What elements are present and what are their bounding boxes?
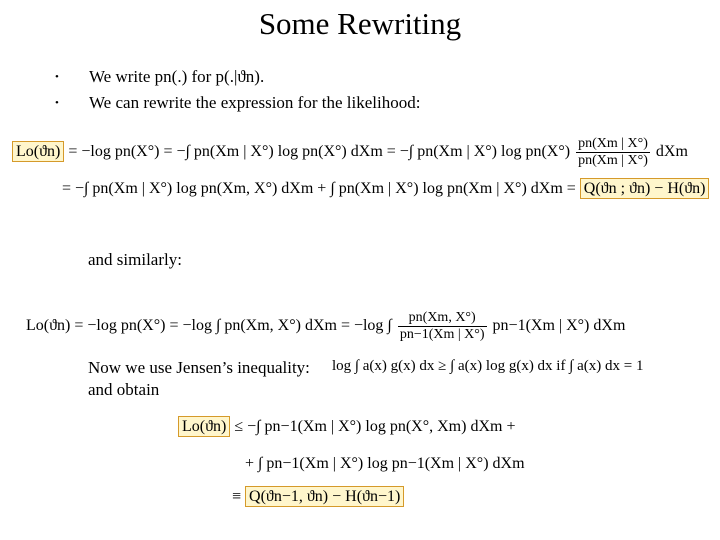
fraction-denominator: pn(Xm | X°) <box>578 153 648 168</box>
likelihood-equation-line2 <box>62 180 709 198</box>
likelihood-fraction <box>576 136 650 169</box>
likelihood-rhs-2: = −∫ pn(Xm | X°) log pn(Xm, X°) dXm + ∫ pn(Xm | X°) log pn(Xm | X°) dXm = <box>62 180 576 197</box>
result-line2: + ∫ pn−1(Xm | X°) log pn−1(Xm | X°) dXm <box>245 455 525 472</box>
result-rhs-1: ≤ −∫ pn−1(Xm | X°) log pn(X°, Xm) dXm + <box>234 418 516 435</box>
bullet-marker: • <box>55 97 59 109</box>
likelihood-rhs: = −log pn(X°) = −∫ pn(Xm | X°) log pn(X°) dXm = −∫ pn(Xm | X°) log pn(X°) <box>68 143 571 161</box>
and-similarly-text: and similarly: <box>88 250 182 269</box>
equiv-sign: ≡ <box>232 488 242 505</box>
result-q-minus-h-box: Q(ϑn−1, ϑn) − H(ϑn−1) <box>245 486 404 507</box>
bullet-text: We write pn(.) for p(.|ϑn). <box>89 67 265 86</box>
likelihood-tail: dXm <box>655 143 688 161</box>
similar-tail: pn−1(Xm | X°) dXm <box>492 317 626 335</box>
bullet-item <box>55 93 420 119</box>
likelihood-equation-line1 <box>12 136 688 169</box>
result-line3 <box>232 488 404 506</box>
bullet-marker: • <box>55 71 59 83</box>
fraction-numerator: pn(Xm | X°) <box>578 136 648 151</box>
likelihood-lhs-box: Lo(ϑn) <box>12 141 64 162</box>
q-minus-h-box: Q(ϑn ; ϑn) − H(ϑn) <box>580 178 710 199</box>
similar-lhs: Lo(ϑn) = −log pn(X°) = −log ∫ pn(Xm, X°) dXm = −log ∫ <box>26 317 392 335</box>
slide-title: Some Rewriting <box>258 6 462 41</box>
result-lhs-box: Lo(ϑn) <box>178 416 230 437</box>
bullet-text: We can rewrite the expression for the likelihood: <box>89 93 421 112</box>
and-obtain-text: and obtain <box>88 380 160 399</box>
jensen-intro-text: Now we use Jensen’s inequality: <box>88 358 310 377</box>
fraction-denominator: pn−1(Xm | X°) <box>399 327 485 342</box>
fraction-numerator: pn(Xm, X°) <box>398 310 487 327</box>
similar-fraction <box>398 310 487 343</box>
similar-equation <box>26 310 625 343</box>
jensen-inequality: log ∫ a(x) g(x) dx ≥ ∫ a(x) log g(x) dx if ∫ a(x) dx = 1 <box>332 358 644 374</box>
bullet-item <box>55 67 420 93</box>
bullet-list <box>55 67 420 119</box>
result-line1 <box>178 418 515 436</box>
